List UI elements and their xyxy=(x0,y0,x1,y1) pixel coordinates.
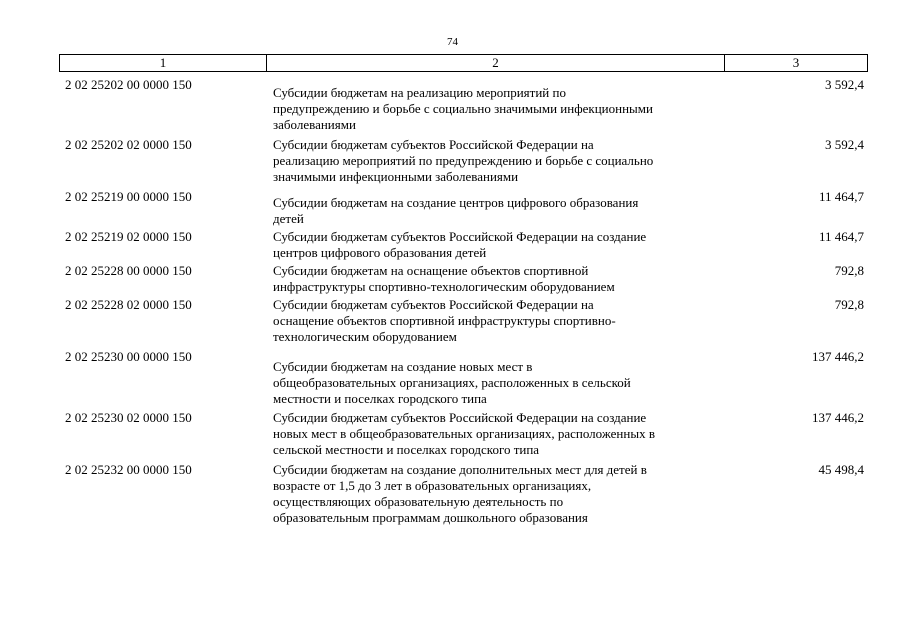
row-code: 2 02 25228 02 0000 150 xyxy=(65,297,192,312)
row-name-line: Субсидии бюджетам на создание дополнительных мест для детей в xyxy=(273,462,647,477)
row-code: 2 02 25219 00 0000 150 xyxy=(65,189,192,204)
row-amount: 11 464,7 xyxy=(818,189,864,204)
row-amount: 3 592,4 xyxy=(825,137,864,152)
row-amount: 137 446,2 xyxy=(812,410,864,425)
table-header-row xyxy=(59,54,868,72)
row-name-line: Субсидии бюджетам субъектов Российской Федерации на создание xyxy=(273,229,647,244)
row-name-line: детей xyxy=(273,211,304,226)
row-name-line: оснащение объектов спортивной инфраструктуры спортивно- xyxy=(273,313,616,328)
table-row xyxy=(59,229,868,263)
row-amount: 45 498,4 xyxy=(818,462,864,477)
row-name-line: Субсидии бюджетам на оснащение объектов спортивной xyxy=(273,263,589,278)
table-row xyxy=(59,189,868,229)
row-name xyxy=(273,359,733,407)
row-name-line: возрасте от 1,5 до 3 лет в образовательных организациях, xyxy=(273,478,592,493)
header-cell-1: 1 xyxy=(60,55,267,71)
row-amount: 792,8 xyxy=(834,297,864,312)
row-name xyxy=(273,410,733,458)
table-row xyxy=(59,263,868,297)
row-name-line: Субсидии бюджетам субъектов Российской Федерации на создание xyxy=(273,410,647,425)
row-name-line: сельской местности и поселках городского типа xyxy=(273,442,540,457)
row-name-line: заболеваниями xyxy=(273,117,356,132)
row-name xyxy=(273,297,733,345)
row-name xyxy=(273,137,733,185)
row-name xyxy=(273,195,733,227)
row-name xyxy=(273,229,733,261)
row-name-line: инфраструктуры спортивно-технологическим оборудованием xyxy=(273,279,615,294)
row-name-line: местности и поселках городского типа xyxy=(273,391,487,406)
row-name-line: значимыми инфекционными заболеваниями xyxy=(273,169,519,184)
header-cell-3: 3 xyxy=(792,55,800,70)
table-row xyxy=(59,462,868,532)
row-name-line: осуществляющих образовательную деятельность по xyxy=(273,494,564,509)
row-name-line: предупреждению и борьбе с социально значимыми инфекционными xyxy=(273,101,653,116)
page-number: 74 xyxy=(447,36,458,48)
row-name-line: Субсидии бюджетам на реализацию мероприятий по xyxy=(273,85,566,100)
table-row xyxy=(59,410,868,462)
row-code: 2 02 25202 00 0000 150 xyxy=(65,77,192,92)
row-name-line: Субсидии бюджетам субъектов Российской Федерации на xyxy=(273,297,594,312)
row-amount: 3 592,4 xyxy=(825,77,864,92)
header-cell-2: 2 xyxy=(267,55,725,71)
row-code: 2 02 25230 02 0000 150 xyxy=(65,410,192,425)
row-name-line: реализацию мероприятий по предупреждению и борьбе с социально xyxy=(273,153,654,168)
row-code: 2 02 25228 00 0000 150 xyxy=(65,263,192,278)
row-name-line: образовательным программам дошкольного образования xyxy=(273,510,588,525)
row-name-line: Субсидии бюджетам на создание новых мест в xyxy=(273,359,533,374)
table-row xyxy=(59,297,868,349)
row-name-line: Субсидии бюджетам субъектов Российской Федерации на xyxy=(273,137,594,152)
row-name-line: центров цифрового образования детей xyxy=(273,245,487,260)
row-amount: 11 464,7 xyxy=(818,229,864,244)
table-row xyxy=(59,349,868,409)
row-name-line: новых мест в общеобразовательных организациях, расположенных в xyxy=(273,426,655,441)
row-amount: 137 446,2 xyxy=(812,349,864,364)
row-name xyxy=(273,85,733,133)
row-name-line: технологическим оборудованием xyxy=(273,329,457,344)
row-amount: 792,8 xyxy=(834,263,864,278)
row-code: 2 02 25202 02 0000 150 xyxy=(65,137,192,152)
row-name-line: Субсидии бюджетам на создание центров цифрового образования xyxy=(273,195,639,210)
table-row xyxy=(59,137,868,189)
row-name-line: общеобразовательных организациях, расположенных в сельской xyxy=(273,375,631,390)
row-code: 2 02 25232 00 0000 150 xyxy=(65,462,192,477)
row-name xyxy=(273,263,733,295)
row-code: 2 02 25219 02 0000 150 xyxy=(65,229,192,244)
table-row xyxy=(59,77,868,137)
row-code: 2 02 25230 00 0000 150 xyxy=(65,349,192,364)
row-name xyxy=(273,462,733,526)
